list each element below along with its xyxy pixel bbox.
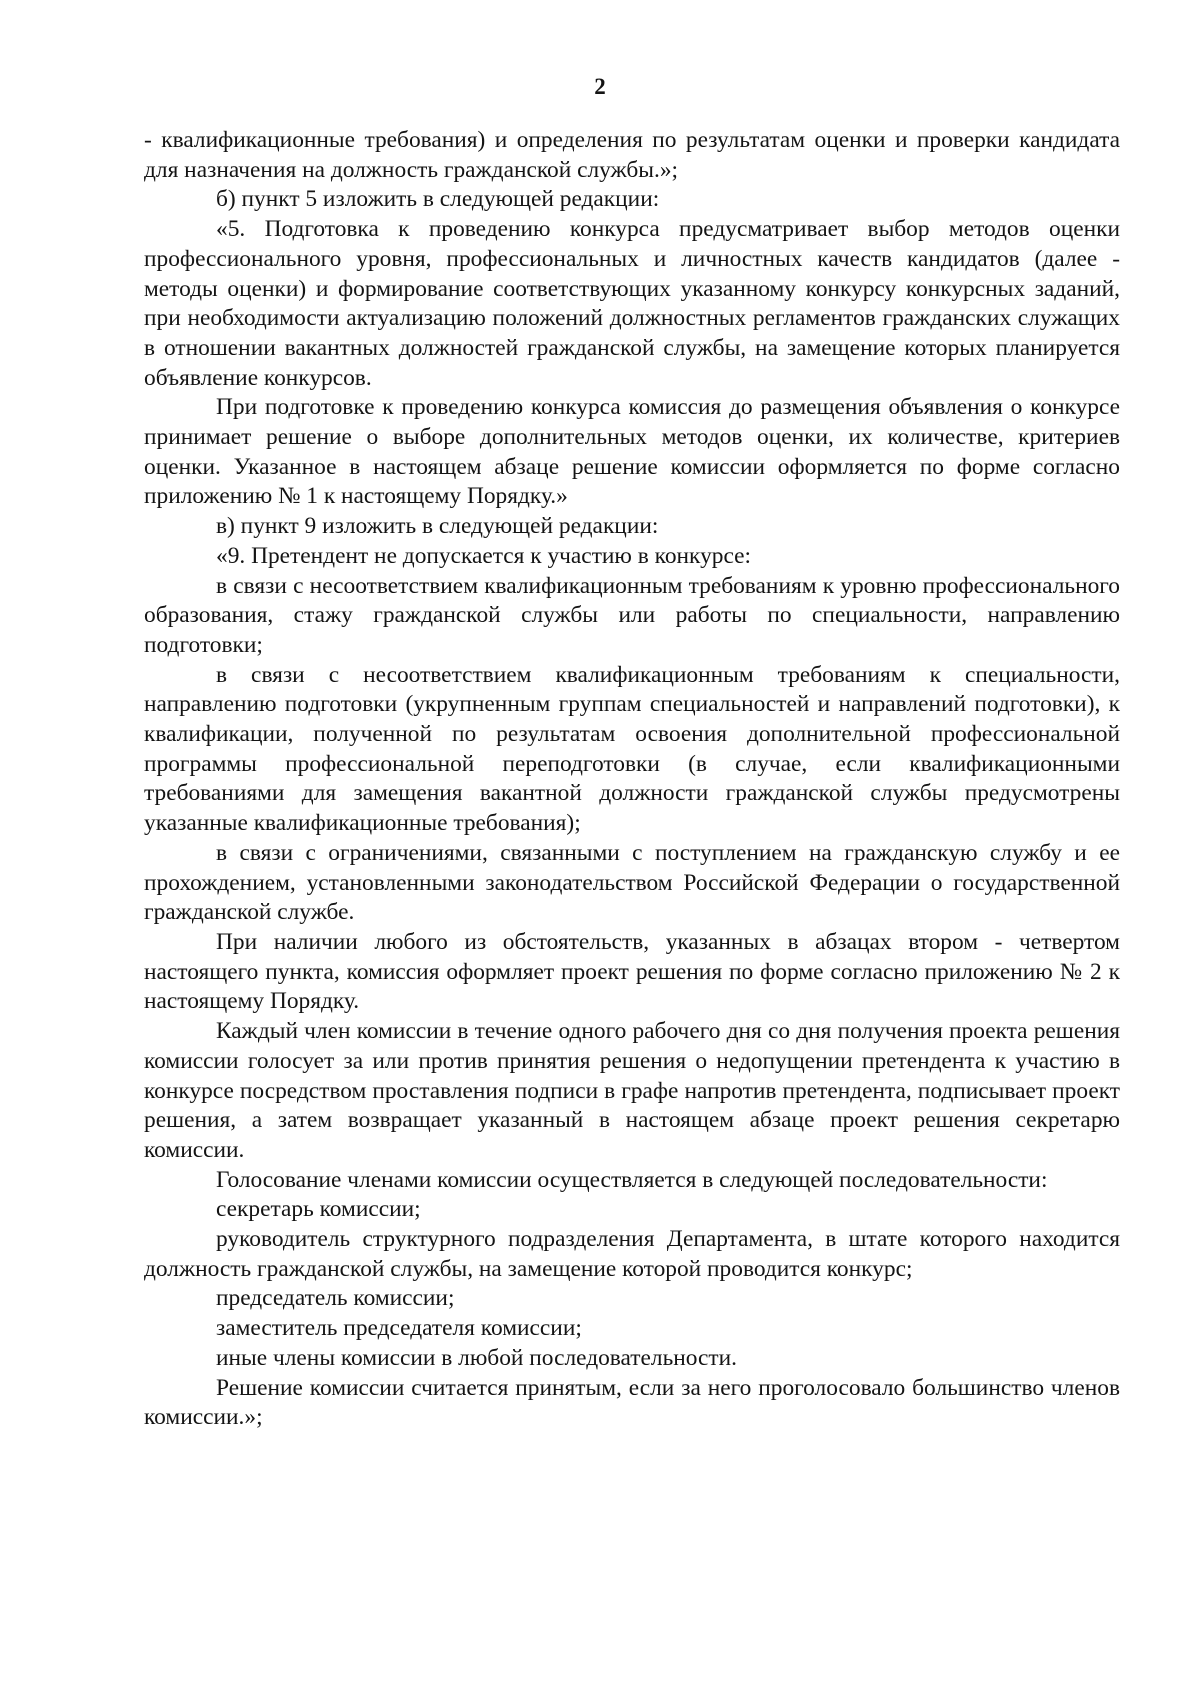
paragraph-item-b: б) пункт 5 изложить в следующей редакции:	[216, 186, 660, 213]
list-item-unit-head: руководитель структурного подразделения Департамента, в штате которого находится должность гражданской службы, на замещение которой проводится конкурс;	[144, 1226, 1120, 1282]
page-number: 2	[594, 74, 606, 99]
list-item-secretary: секретарь комиссии;	[216, 1196, 421, 1223]
paragraph-draft-decision: При наличии любого из обстоятельств, указанных в абзацах втором - четвертом настоящего пункта, комиссия оформляет проект решения по форме согласно приложению № 2 к настоящему Порядку.	[144, 928, 1120, 1015]
list-item-chairman: председатель комиссии;	[216, 1285, 455, 1312]
paragraph-reason-specialty: в связи с несоответствием квалификационным требованиям к специальности, направлению подготовки (укрупненным группам специальностей и направлений подготовки), к квалификации, полученной по результатам освоения дополнительной профессиональной программы профессиональной переподготовки (в случае, если квалификационными требованиями для замещения вакантной должности гражданской службы предусмотрены указанные квалификационные требования);	[144, 661, 1120, 837]
paragraph-member-voting: Каждый член комиссии в течение одного рабочего дня со дня получения проекта решения комиссии голосует за или против принятия решения о недопущении претендента к участию в конкурсе посредством проставления подписи в графе напротив претендента, подписывает проект решения, а затем возвращает указанный в настоящем абзаце проект решения секретарю комиссии.	[144, 1018, 1120, 1163]
paragraph-point-9: «9. Претендент не допускается к участию в конкурсе:	[216, 542, 752, 569]
paragraph-reason-restrictions: в связи с ограничениями, связанными с поступлением на гражданскую службу и ее прохождением, установленными законодательством Российской Федерации о государственной гражданской службе.	[144, 839, 1120, 926]
list-item-deputy-chairman: заместитель председателя комиссии;	[216, 1315, 582, 1342]
list-item-other-members: иные члены комиссии в любой последовательности.	[216, 1344, 738, 1371]
paragraph-preparation: При подготовке к проведению конкурса комиссия до размещения объявления о конкурсе принимает решение о выборе дополнительных методов оценки, их количестве, критериев оценки. Указанное в настоящем абзаце решение комиссии оформляется по форме согласно приложению № 1 к настоящему Порядку.»	[144, 394, 1120, 510]
paragraph-item-v: в) пункт 9 изложить в следующей редакции:	[216, 513, 659, 540]
paragraph-reason-education: в связи с несоответствием квалификационным требованиям к уровню профессионального образования, стажу гражданской службы или работы по специальности, направлению подготовки;	[144, 572, 1120, 658]
paragraph-decision-adopted: Решение комиссии считается принятым, если за него проголосовало большинство членов комиссии.»;	[144, 1374, 1120, 1431]
document-body	[144, 126, 1120, 1433]
paragraph-voting-order: Голосование членами комиссии осуществляется в следующей последовательности:	[216, 1166, 1048, 1193]
paragraph-point-5: «5. Подготовка к проведению конкурса предусматривает выбор методов оценки профессионального уровня, профессиональных и личностных качеств кандидатов (далее - методы оценки) и формирование соответствующих указанному конкурсу конкурсных заданий, при необходимости актуализацию положений должностных регламентов гражданских служащих в отношении вакантных должностей гражданской службы, на замещение которых планируется объявление конкурсов.	[144, 216, 1120, 391]
paragraph-qualification-end: - квалификационные требования) и определения по результатам оценки и проверки кандидата для назначения на должность гражданской службы.»;	[144, 127, 1120, 183]
